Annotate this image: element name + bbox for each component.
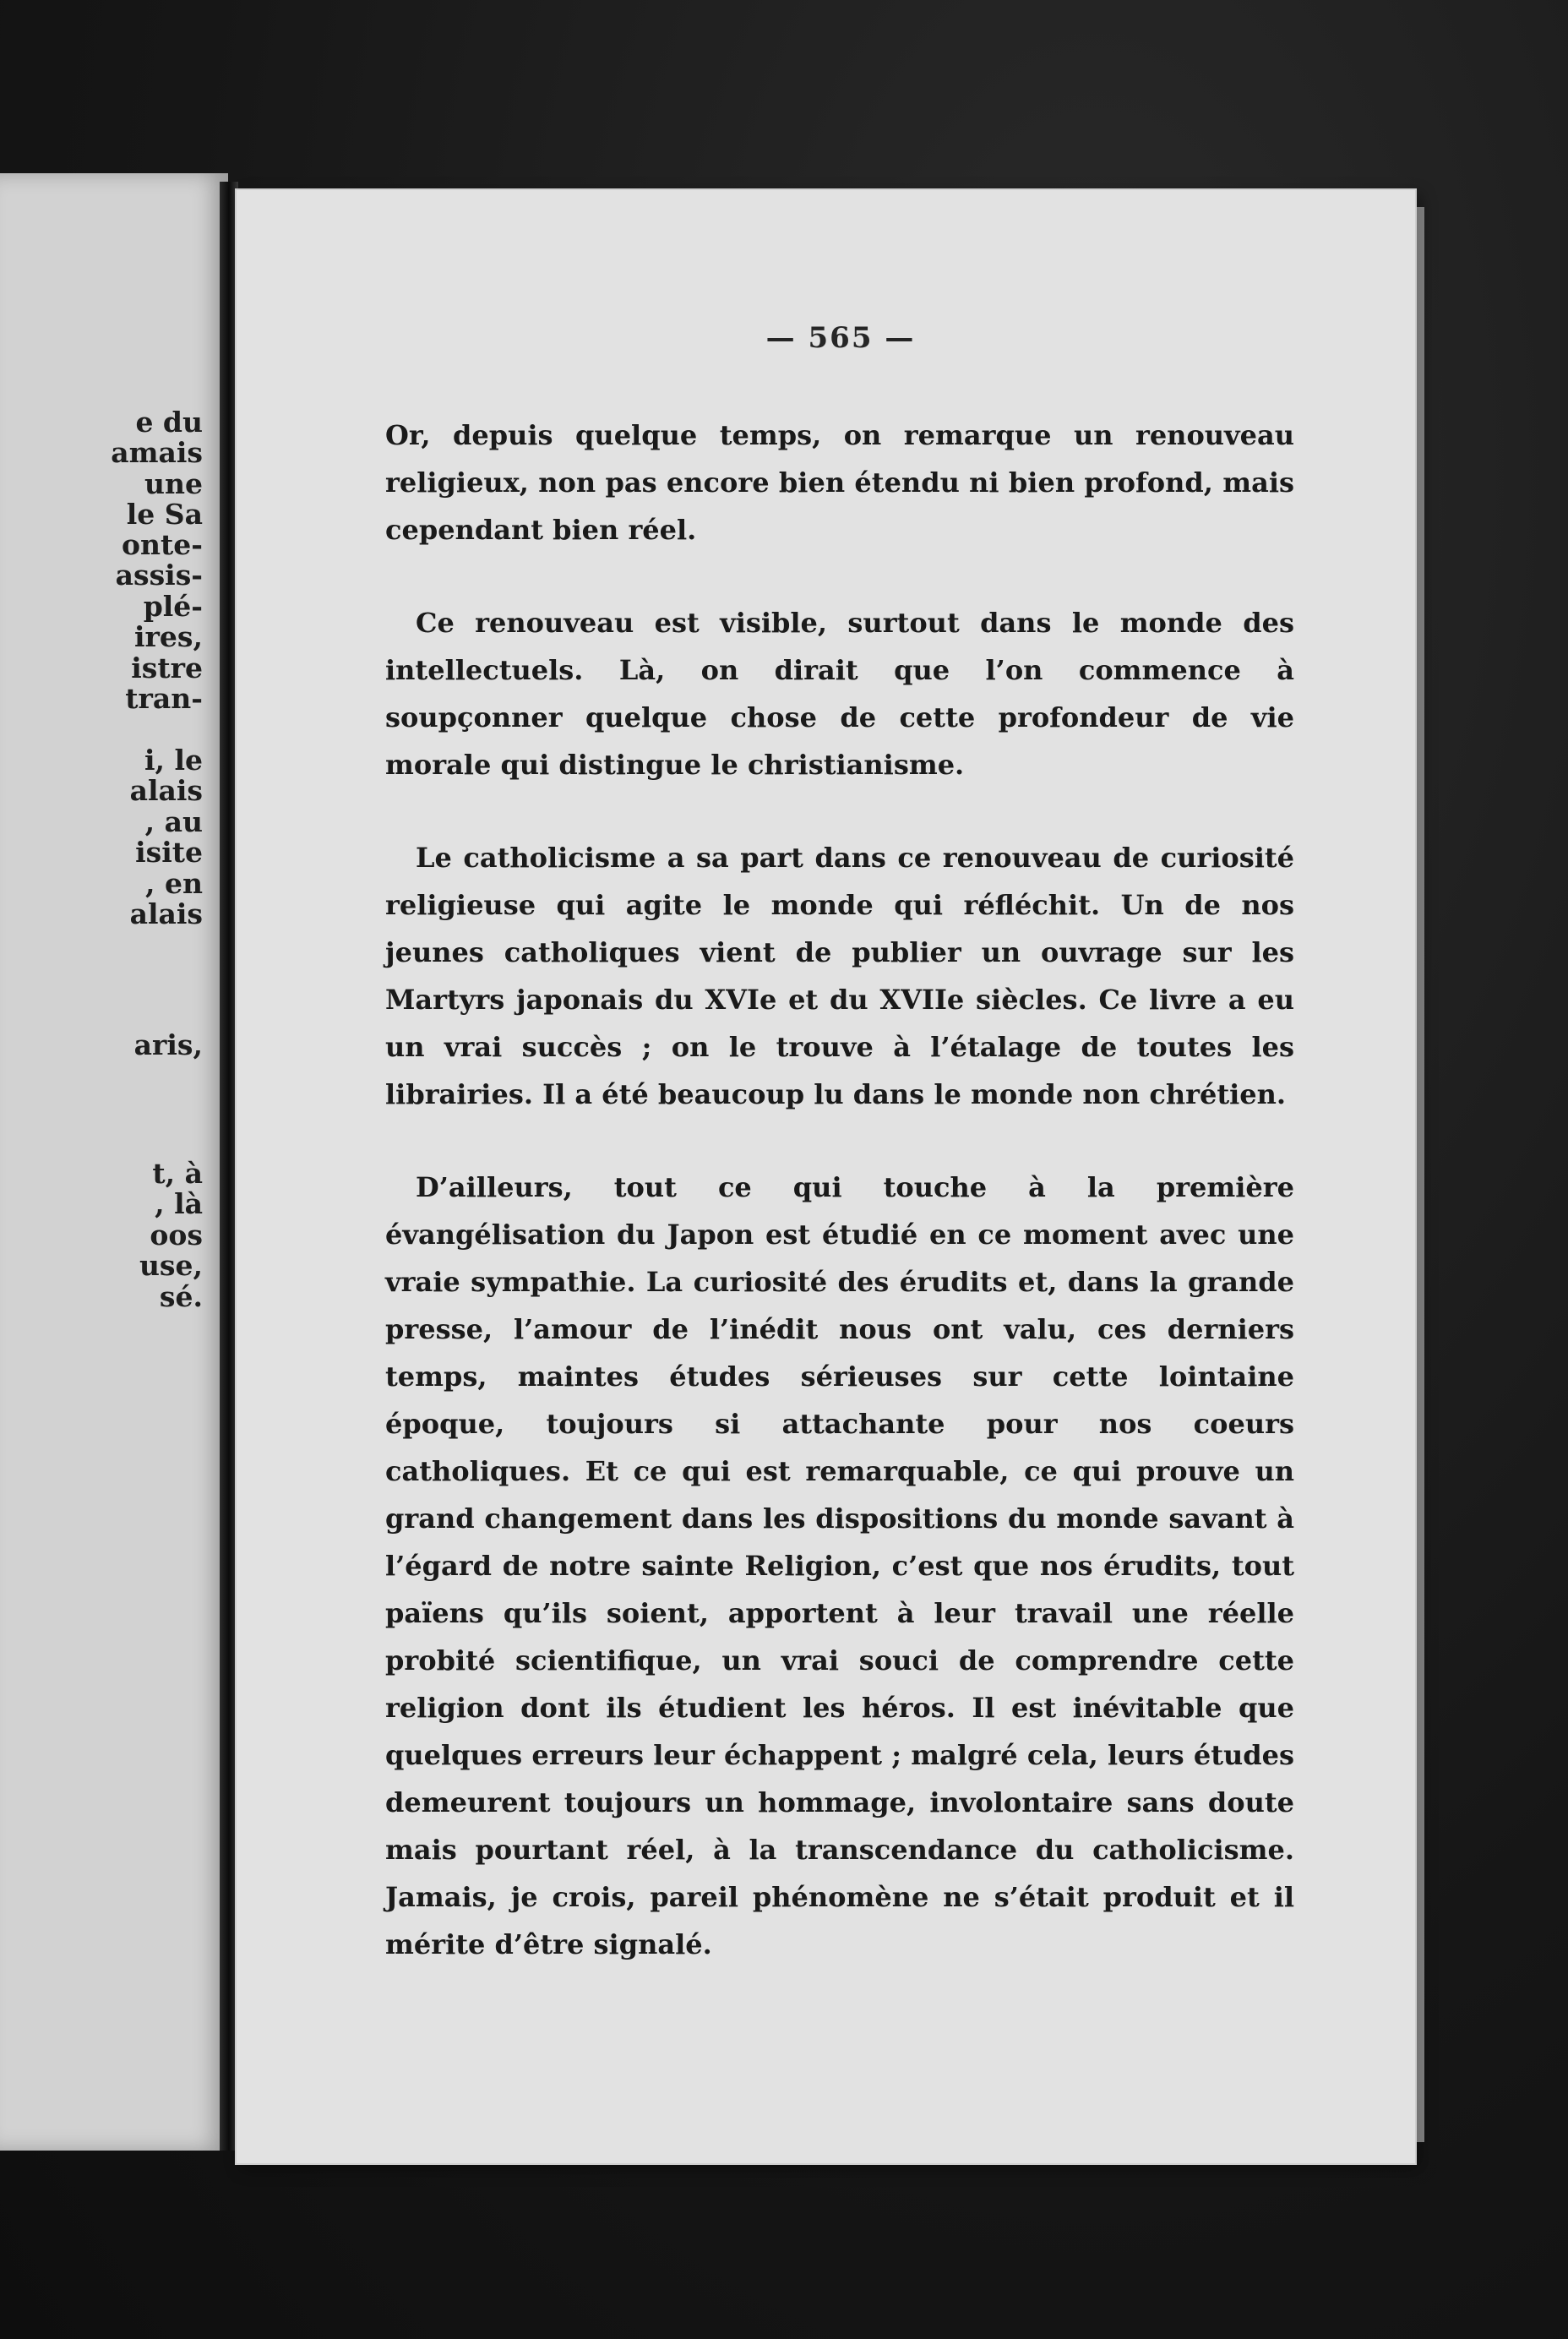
paragraph: Ce renouveau est visible, surtout dans le monde des intellectuels. Là, on dirait que l’on commence à soupçonner quelque chose de cette profondeur de vie morale qui distingue le christianisme. bbox=[385, 607, 1294, 781]
previous-page-line: plé- bbox=[143, 590, 203, 623]
previous-page-line: assis- bbox=[115, 559, 203, 592]
page-number: — 565 — bbox=[765, 321, 916, 355]
previous-page-line: t, à bbox=[152, 1157, 203, 1190]
paragraph: D’ailleurs, tout ce qui touche à la première évangélisation du Japon est étudié en ce moment avec une vraie sympathie. La curiosité des érudits et, dans la grande presse, l’amour de l’inédit nous ont valu, ces derniers temps, maintes études sérieuses sur cette lointaine époque, toujours si attachante pour nos coeurs catholiques. Et ce qui est remarquable, ce qui prouve un grand changement dans les dispositions du monde savant à l’égard de notre sainte Religion, c’est que nos érudits, tout païens qu’ils soient, apportent à leur travail une réelle probité scientifique, un vrai souci de comprendre cette religion dont ils étudient les héros. Il est inévitable que quelques erreurs leur échappent ; malgré cela, leurs études demeurent toujours un hommage, involontaire sans doute mais pourtant réel, à la transcendance du catholicisme. Jamais, je crois, pareil phénomène ne s’était produit et il mérite d’être signalé. bbox=[385, 1171, 1294, 1960]
previous-page-line: , là bbox=[155, 1187, 203, 1220]
previous-page-line: onte- bbox=[122, 528, 203, 561]
page-body bbox=[385, 412, 1294, 2014]
previous-page-line: e du bbox=[135, 406, 203, 439]
previous-page-line: sé. bbox=[159, 1280, 203, 1313]
book-page bbox=[237, 190, 1415, 2163]
previous-page-line: une bbox=[144, 467, 203, 500]
previous-page-line: amais bbox=[111, 436, 203, 469]
previous-page-line: , au bbox=[144, 805, 203, 838]
previous-page-line: isite bbox=[135, 836, 203, 869]
paragraph: Le catholicisme a sa part dans ce renouveau de curiosité religieuse qui agite le monde qui réfléchit. Un de nos jeunes catholiques vient de publier un ouvrage sur les Martyrs japonais du XVIe et du XVIIe siècles. Ce livre a eu un vrai succès ; on le trouve à l’étalage de toutes les librairies. Il a été beaucoup lu dans le monde non chrétien. bbox=[385, 842, 1294, 1110]
book-gutter bbox=[220, 182, 238, 2151]
previous-page-line: i, le bbox=[144, 744, 203, 777]
previous-page-line: le Sa bbox=[126, 498, 203, 531]
previous-page-line: use, bbox=[139, 1249, 203, 1282]
previous-page-line: istre bbox=[131, 652, 203, 684]
previous-page-edge bbox=[0, 173, 228, 2151]
previous-page-line: ires, bbox=[134, 620, 203, 653]
previous-page-line: alais bbox=[129, 897, 203, 930]
previous-page-line: alais bbox=[129, 774, 203, 807]
previous-page-line: tran- bbox=[125, 682, 203, 715]
previous-page-line: , en bbox=[145, 867, 203, 900]
previous-page-line: oos bbox=[150, 1219, 203, 1251]
previous-page-line: aris, bbox=[133, 1028, 203, 1061]
paragraph: Or, depuis quelque temps, on remarque un renouveau religieux, non pas encore bien étendu ni bien profond, mais cependant bien réel. bbox=[385, 419, 1294, 546]
